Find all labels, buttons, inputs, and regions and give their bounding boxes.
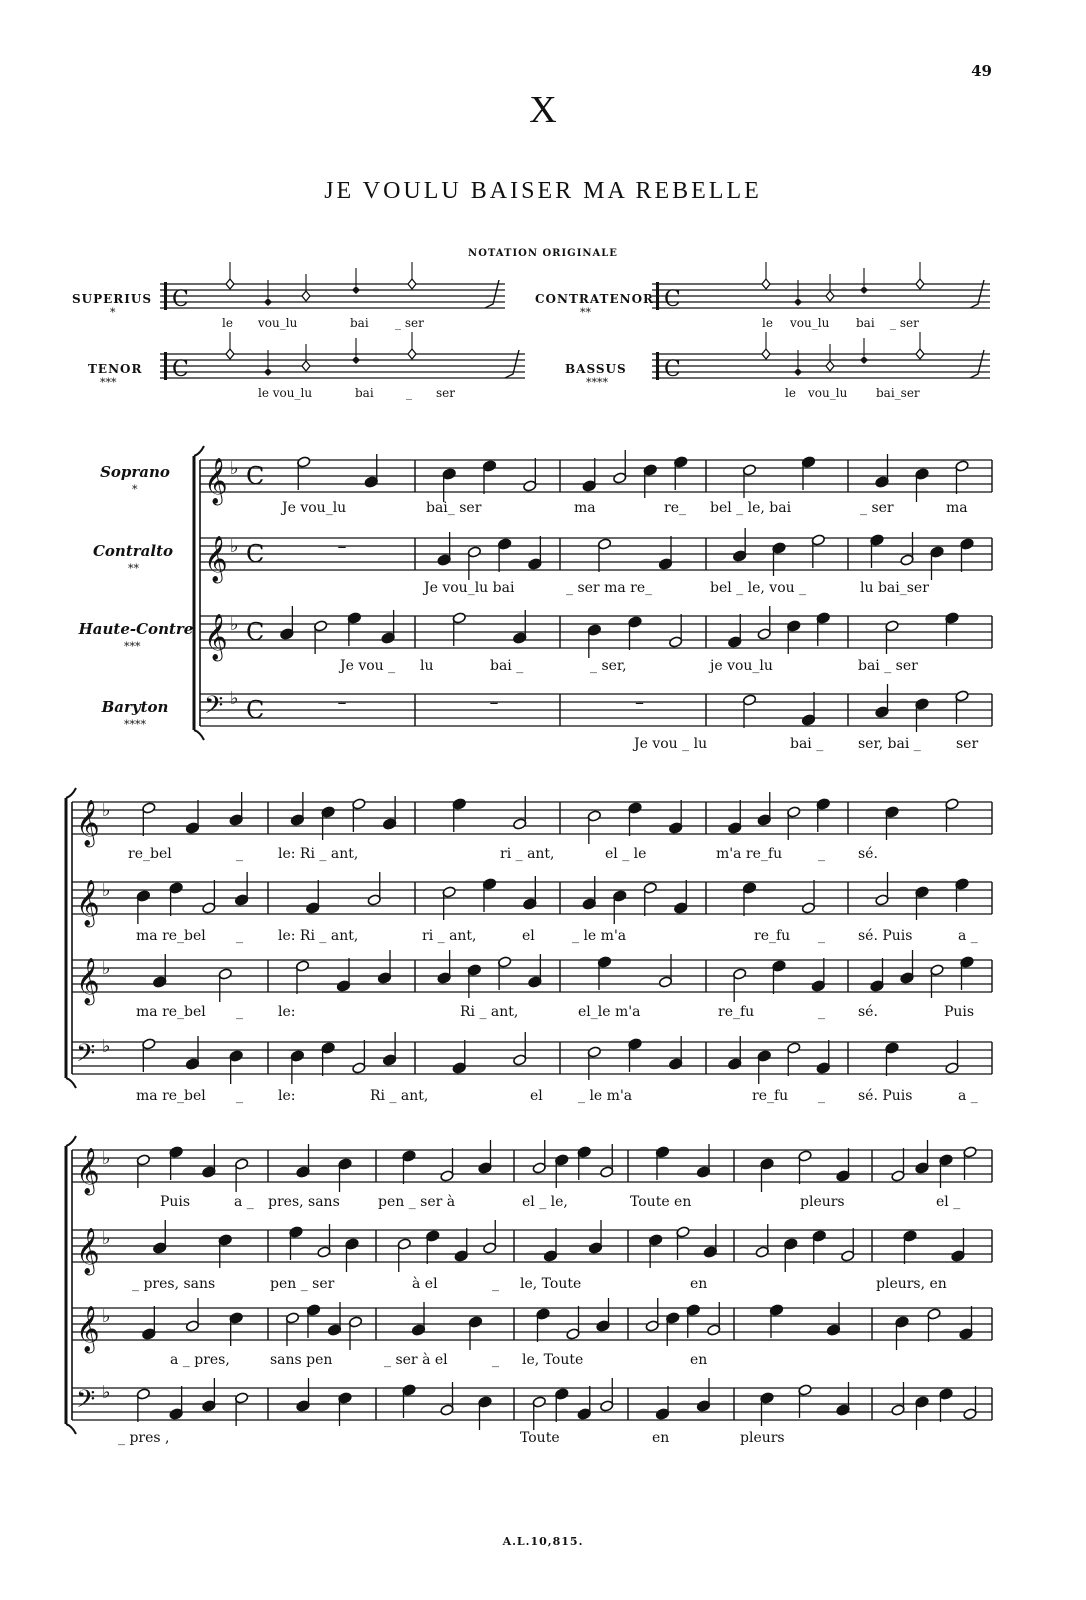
- key-signature-flat-icon: ♭: [102, 1306, 111, 1327]
- lyric: ma: [574, 500, 596, 516]
- key-signature-flat-icon: ♭: [102, 880, 111, 901]
- lyric: _: [406, 386, 412, 400]
- lyric: pleurs: [740, 1430, 785, 1446]
- rest-icon: –: [337, 536, 347, 557]
- treble-clef-icon: 𝄞: [76, 880, 100, 926]
- lyric: le:: [278, 1004, 296, 1020]
- lyric: ma: [946, 500, 968, 516]
- system-bracket: [66, 788, 76, 798]
- lyric: bai: [856, 316, 875, 330]
- system-bracket: [194, 730, 204, 740]
- lyric: ma re_bel: [136, 1088, 206, 1104]
- lyric: ri _ ant,: [500, 846, 555, 862]
- treble-clef-icon: 𝄞: [76, 800, 100, 846]
- bass-clef-icon: 𝄢: [204, 691, 224, 726]
- tenor-mark: ***: [100, 376, 117, 389]
- part-mark-soprano: *: [132, 483, 138, 496]
- lyric: sé. Puis: [858, 1088, 913, 1104]
- lyric: _: [236, 846, 243, 862]
- lyric: Je vou_lu: [282, 500, 347, 516]
- part-mark-haute-contre: ***: [124, 640, 141, 653]
- lyric: sé.: [858, 846, 878, 862]
- lyric: en: [690, 1276, 708, 1292]
- treble-clef-icon: 𝄞: [76, 1148, 100, 1194]
- lyric: sans pen: [270, 1352, 333, 1368]
- lyric: lu: [420, 658, 434, 674]
- lyric: ma re_bel: [136, 1004, 206, 1020]
- lyric: bai_ser: [876, 386, 920, 400]
- key-signature-flat-icon: ♭: [230, 536, 239, 557]
- lyric: _: [492, 1352, 499, 1368]
- original-note: [302, 361, 310, 371]
- lyric: bel _ le, vou _: [710, 580, 807, 596]
- original-note: [352, 286, 360, 294]
- lyric: en: [652, 1430, 670, 1446]
- treble-clef-icon: 𝄞: [76, 958, 100, 1004]
- key-signature-flat-icon: ♭: [102, 1036, 111, 1057]
- original-note: [408, 349, 416, 359]
- lyric: _ ser à el: [384, 1352, 448, 1368]
- lyric: le: [785, 386, 796, 400]
- original-note: [408, 279, 416, 289]
- original-note: [916, 279, 924, 289]
- c-clef-icon: [656, 352, 659, 380]
- time-signature-icon: C: [664, 287, 681, 312]
- rest-icon: –: [337, 692, 347, 713]
- lyric: _: [818, 928, 825, 944]
- lyric: el _ le,: [522, 1194, 568, 1210]
- rest-icon: –: [489, 692, 499, 713]
- lyric: ma re_bel: [136, 928, 206, 944]
- lyric: Je vou _: [340, 658, 396, 674]
- original-note: [762, 349, 770, 359]
- lyric: pleurs, en: [876, 1276, 947, 1292]
- lyric: le: [762, 316, 773, 330]
- key-signature-flat-icon: ♭: [102, 1148, 111, 1169]
- part-label-haute-contre: Haute-Contre: [78, 620, 194, 638]
- lyric: pen _ ser: [270, 1276, 335, 1292]
- treble-clef-icon: 𝄞: [204, 614, 228, 660]
- lyric: _: [818, 1088, 825, 1104]
- key-signature-flat-icon: ♭: [102, 1228, 111, 1249]
- treble-clef-icon: 𝄞: [204, 536, 228, 582]
- lyric: bai _ ser: [858, 658, 918, 674]
- treble-clef-icon: 𝄞: [204, 458, 228, 504]
- lyric: el: [530, 1088, 543, 1104]
- bass-clef-icon: 𝄢: [76, 1039, 96, 1074]
- lyric: _: [236, 1088, 243, 1104]
- original-note: [264, 298, 272, 306]
- lyric: le: Ri _ ant,: [278, 846, 359, 862]
- system-bracket: [194, 446, 204, 456]
- part-mark-contralto: **: [128, 562, 139, 575]
- lyric: a _ pres,: [170, 1352, 230, 1368]
- lyric: ser, bai _: [858, 736, 921, 752]
- original-note: [860, 356, 868, 364]
- original-note: [794, 368, 802, 376]
- lyric: Toute: [520, 1430, 560, 1446]
- lyric: _ le m'a: [578, 1088, 633, 1104]
- lyric: pleurs: [800, 1194, 845, 1210]
- treble-clef-icon: 𝄞: [76, 1228, 100, 1274]
- lyric: le, Toute: [522, 1352, 584, 1368]
- lyric: re_bel: [128, 846, 172, 862]
- original-note: [226, 349, 234, 359]
- lyric: _: [236, 928, 243, 944]
- contratenor-mark: **: [580, 306, 591, 319]
- time-signature-icon: C: [172, 357, 189, 382]
- original-note: [916, 349, 924, 359]
- lyric: re_: [664, 500, 686, 516]
- lyric: re_fu: [754, 928, 791, 944]
- time-signature-icon: C: [246, 540, 265, 568]
- system-bracket: [66, 1078, 76, 1088]
- lyric: Ri _ ant,: [370, 1088, 429, 1104]
- key-signature-flat-icon: ♭: [102, 1382, 111, 1403]
- time-signature-icon: C: [246, 618, 265, 646]
- original-notation-heading: NOTATION ORIGINALE: [468, 248, 618, 259]
- lyric: en: [690, 1352, 708, 1368]
- lyric: _ le m'a: [572, 928, 627, 944]
- lyric: vou_lu: [808, 386, 848, 400]
- lyric: _ ser,: [590, 658, 627, 674]
- page-number: 49: [971, 62, 992, 80]
- key-signature-flat-icon: ♭: [230, 614, 239, 635]
- lyric: vou_lu: [258, 316, 298, 330]
- piece-number: X: [529, 89, 557, 131]
- superius-label: SUPERIUS: [72, 292, 153, 306]
- c-clef-icon: [164, 352, 167, 380]
- time-signature-icon: C: [246, 696, 265, 724]
- lyric: Ri _ ant,: [460, 1004, 519, 1020]
- original-note: [352, 356, 360, 364]
- lyric: a _: [234, 1194, 254, 1210]
- time-signature-icon: C: [172, 287, 189, 312]
- lyric: sé. Puis: [858, 928, 913, 944]
- original-note: [826, 361, 834, 371]
- lyric: à el: [412, 1276, 438, 1292]
- time-signature-icon: C: [664, 357, 681, 382]
- part-label-soprano: Soprano: [100, 463, 170, 481]
- key-signature-flat-icon: ♭: [102, 800, 111, 821]
- original-note: [762, 279, 770, 289]
- lyric: lu bai_ser: [860, 580, 929, 596]
- lyric: _: [236, 1004, 243, 1020]
- lyric: _: [818, 846, 825, 862]
- lyric: el_le m'a: [578, 1004, 641, 1020]
- key-signature-flat-icon: ♭: [230, 688, 239, 709]
- original-note: [264, 368, 272, 376]
- bassus-label: BASSUS: [565, 362, 627, 376]
- bass-clef-icon: 𝄢: [76, 1385, 96, 1420]
- original-note: [302, 291, 310, 301]
- lyric: Toute en: [630, 1194, 692, 1210]
- lyric: el: [522, 928, 535, 944]
- lyric: _ ser: [890, 316, 919, 330]
- lyric: sé.: [858, 1004, 878, 1020]
- lyric: ser: [956, 736, 979, 752]
- original-note: [860, 286, 868, 294]
- lyric: _ ser ma re_: [566, 580, 653, 596]
- lyric: Je vou_lu bai: [424, 580, 515, 596]
- lyric: _ ser: [395, 316, 424, 330]
- lyric: bai _: [790, 736, 824, 752]
- lyric: a _: [958, 1088, 978, 1104]
- lyric: pres, sans: [268, 1194, 340, 1210]
- lyric: bai: [355, 386, 374, 400]
- original-note: [826, 291, 834, 301]
- time-signature-icon: C: [246, 462, 265, 490]
- lyric: le:: [278, 1088, 296, 1104]
- contratenor-label: CONTRATENOR: [535, 292, 654, 306]
- superius-mark: *: [110, 306, 116, 319]
- system-bracket: [66, 1424, 76, 1434]
- lyric: _: [492, 1276, 499, 1292]
- lyric: bel _ le, bai: [710, 500, 792, 516]
- lyric: Je vou _ lu: [634, 736, 708, 752]
- bassus-mark: ****: [586, 376, 608, 389]
- lyric: el _ le: [605, 846, 647, 862]
- lyric: _ pres ,: [118, 1430, 170, 1446]
- lyric: m'a re_fu: [716, 846, 783, 862]
- lyric: Puis: [160, 1194, 191, 1210]
- lyric: le: [222, 316, 233, 330]
- lyric: re_fu: [718, 1004, 755, 1020]
- lyric: bai_ ser: [426, 500, 482, 516]
- lyric: ser: [436, 386, 455, 400]
- lyric: Puis: [944, 1004, 975, 1020]
- lyric: le, Toute: [520, 1276, 582, 1292]
- tenor-label: TENOR: [88, 362, 143, 376]
- plate-number: A.L.10,815.: [502, 1535, 584, 1548]
- rest-icon: –: [635, 692, 644, 713]
- lyric: re_fu: [752, 1088, 789, 1104]
- part-label-baryton: Baryton: [101, 698, 169, 716]
- system-bracket: [66, 1136, 76, 1146]
- lyric: el _: [936, 1194, 961, 1210]
- part-mark-baryton: ****: [124, 718, 146, 731]
- lyric: a _: [958, 928, 978, 944]
- lyric: le vou_lu: [258, 386, 313, 400]
- key-signature-flat-icon: ♭: [102, 958, 111, 979]
- lyric: bai _: [490, 658, 524, 674]
- lyric: _ ser: [860, 500, 894, 516]
- key-signature-flat-icon: ♭: [230, 458, 239, 479]
- lyric: je vou_lu: [710, 658, 773, 674]
- lyric: _ pres, sans: [132, 1276, 216, 1292]
- lyric: vou_lu: [790, 316, 830, 330]
- c-clef-icon: [164, 282, 167, 310]
- piece-title: JE VOULU BAISER MA REBELLE: [324, 178, 762, 204]
- original-note: [226, 279, 234, 289]
- c-clef-icon: [656, 282, 659, 310]
- original-note: [794, 298, 802, 306]
- part-label-contralto: Contralto: [92, 542, 174, 560]
- lyric: pen _ ser à: [378, 1194, 456, 1210]
- lyric: ri _ ant,: [422, 928, 477, 944]
- lyric: bai: [350, 316, 369, 330]
- lyric: _: [818, 1004, 825, 1020]
- lyric: le: Ri _ ant,: [278, 928, 359, 944]
- treble-clef-icon: 𝄞: [76, 1306, 100, 1352]
